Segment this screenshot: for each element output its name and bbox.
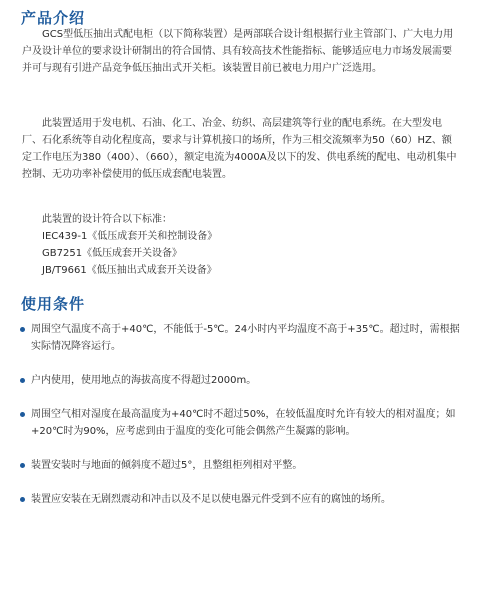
bullet-dot-icon — [20, 378, 25, 383]
intro-paragraph-1: GCS型低压抽出式配电柜（以下简称装置）是两部联合设计组根据行业主管部门、广大电力用户及设计单位的要求设计研制出的符合国情、具有较高技术性能指标、能够适应电力市场发展需要并可与现有引进产品竞争低压抽出式开关柜。该装置目前已被电力用户广泛选用。 — [22, 29, 454, 74]
bullet-dot-icon — [20, 463, 25, 468]
condition-text: 装置应安装在无剧烈震动和冲击以及不足以使电器元件受到不应有的腐蚀的场所。 — [31, 494, 391, 505]
condition-item — [20, 372, 462, 389]
condition-item — [20, 457, 462, 474]
standards-list — [42, 228, 217, 279]
condition-text: 户内使用，使用地点的海拔高度不得超过2000m。 — [31, 375, 257, 386]
condition-text: 装置安装时与地面的倾斜度不超过5°，且整组柜列相对平整。 — [31, 460, 303, 471]
standards-intro: 此装置的设计符合以下标准： — [42, 214, 172, 225]
bullet-dot-icon — [20, 327, 25, 332]
standard-item: JB/T9661《低压抽出式成套开关设备》 — [42, 265, 217, 276]
condition-item — [20, 321, 462, 355]
condition-item — [20, 406, 462, 440]
section-heading-conditions: 使用条件 — [21, 295, 86, 313]
standard-item: IEC439-1《低压成套开关和控制设备》 — [42, 231, 218, 242]
section-heading-product-intro: 产品介绍 — [21, 9, 86, 27]
standard-item: GB7251《低压成套开关设备》 — [42, 248, 183, 259]
condition-text: 周围空气相对湿度在最高温度为+40℃时不超过50%，在较低温度时允许有较大的相对温度；如+20℃时为90%，应考虑到由于温度的变化可能会偶然产生凝露的影响。 — [31, 409, 456, 437]
condition-item — [20, 491, 462, 508]
bullet-dot-icon — [20, 412, 25, 417]
intro-paragraph-2: 此装置适用于发电机、石油、化工、冶金、纺织、高层建筑等行业的配电系统。在大型发电厂、石化系统等自动化程度高，要求与计算机接口的场所，作为三相交流频率为50（60）HZ、额定工作电压为380（400）、（660），额定电流为4000A及以下的发、供电系统的配电、电动机集中控制、无功功率补偿使用的低压成套配电装置。 — [22, 118, 457, 180]
bullet-dot-icon — [20, 497, 25, 502]
condition-text: 周围空气温度不高于+40℃，不能低于-5℃。24小时内平均温度不高于+35℃。超过时，需根据实际情况降容运行。 — [31, 324, 460, 352]
